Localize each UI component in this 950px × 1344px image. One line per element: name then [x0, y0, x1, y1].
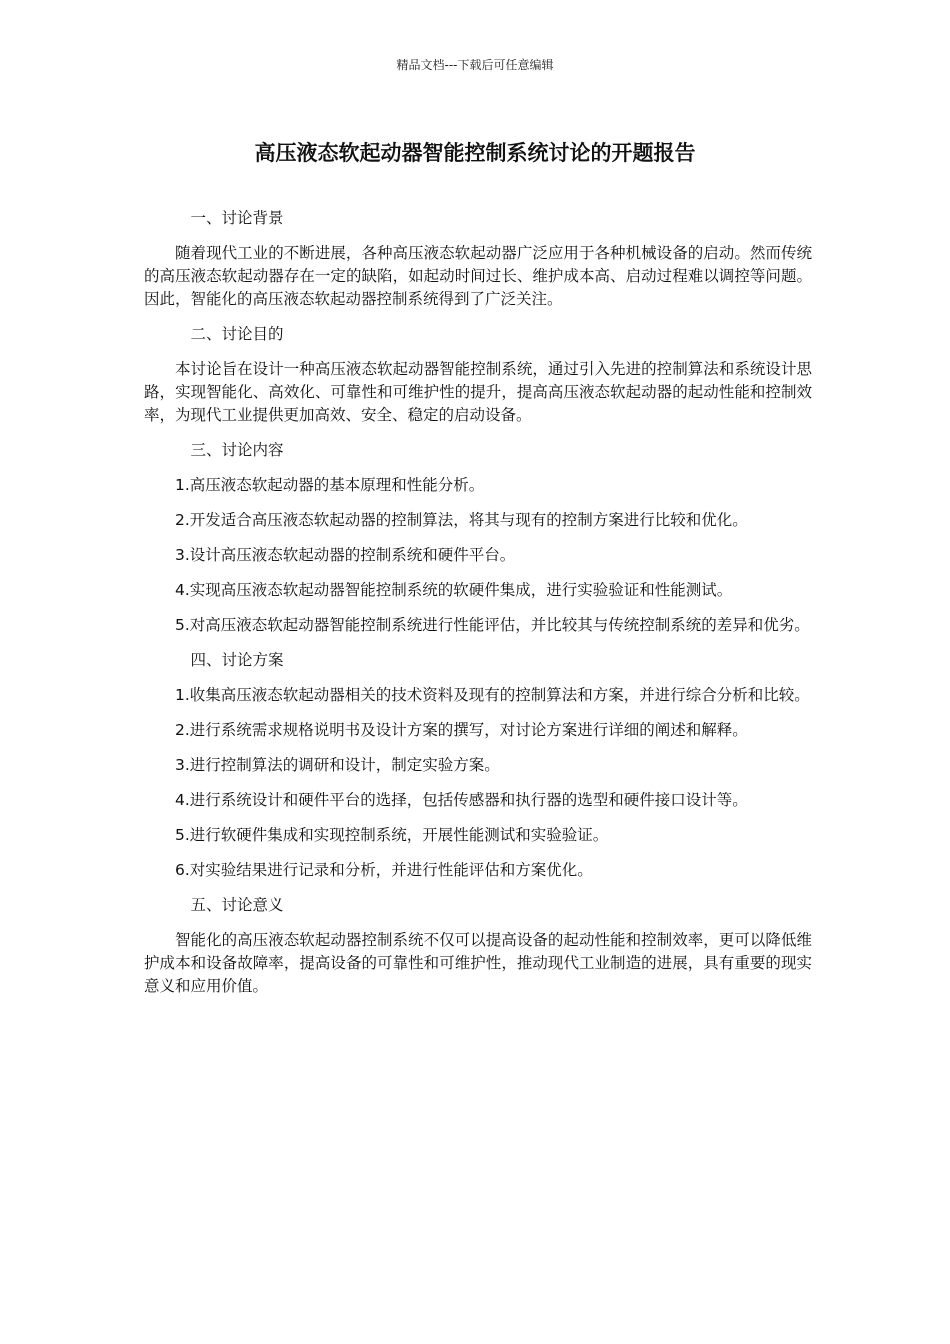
content-item: 3.设计高压液态软起动器的控制系统和硬件平台。 — [175, 546, 516, 564]
plan-item: 1.收集高压液态软起动器相关的技术资料及现有的控制算法和方案，并进行综合分析和比较。 — [175, 686, 810, 704]
section-heading-background: 一、讨论背景 — [190, 209, 284, 227]
document-body — [144, 207, 812, 1010]
document-title: 高压液态软起动器智能控制系统讨论的开题报告 — [254, 141, 696, 165]
plan-item: 6.对实验结果进行记录和分析，并进行性能评估和方案优化。 — [175, 861, 593, 879]
section-heading-significance: 五、讨论意义 — [190, 896, 284, 914]
content-item: 5.对高压液态软起动器智能控制系统进行性能评估，并比较其与传统控制系统的差异和优劣。 — [175, 616, 810, 634]
significance-paragraph: 智能化的高压液态软起动器控制系统不仅可以提高设备的起动性能和控制效率，更可以降低维护成本和设备故障率，提高设备的可靠性和可维护性，推动现代工业制造的进展，具有重要的现实意义和应用价值。 — [144, 931, 812, 995]
content-item: 2.开发适合高压液态软起动器的控制算法，将其与现有的控制方案进行比较和优化。 — [175, 511, 748, 529]
plan-item: 4.进行系统设计和硬件平台的选择，包括传感器和执行器的选型和硬件接口设计等。 — [175, 791, 748, 809]
section-heading-plan: 四、讨论方案 — [190, 651, 284, 669]
purpose-paragraph: 本讨论旨在设计一种高压液态软起动器智能控制系统，通过引入先进的控制算法和系统设计思路，实现智能化、高效化、可靠性和可维护性的提升，提高高压液态软起动器的起动性能和控制效率，为现代工业提供更加高效、安全、稳定的启动设备。 — [144, 360, 812, 424]
section-heading-purpose: 二、讨论目的 — [190, 325, 284, 343]
content-item: 1.高压液态软起动器的基本原理和性能分析。 — [175, 476, 485, 494]
plan-item: 5.进行软硬件集成和实现控制系统，开展性能测试和实验验证。 — [175, 826, 609, 844]
plan-item: 2.进行系统需求规格说明书及设计方案的撰写，对讨论方案进行详细的阐述和解释。 — [175, 721, 748, 739]
plan-item: 3.进行控制算法的调研和设计，制定实验方案。 — [175, 756, 500, 774]
content-item: 4.实现高压液态软起动器智能控制系统的软硬件集成，进行实验验证和性能测试。 — [175, 581, 733, 599]
background-paragraph: 随着现代工业的不断进展，各种高压液态软起动器广泛应用于各种机械设备的启动。然而传统的高压液态软起动器存在一定的缺陷，如起动时间过长、维护成本高、启动过程难以调控等问题。因此，智能化的高压液态软起动器控制系统得到了广泛关注。 — [144, 244, 812, 308]
page-header: 精品文档---下载后可任意编辑 — [396, 58, 554, 72]
section-heading-content: 三、讨论内容 — [190, 441, 284, 459]
